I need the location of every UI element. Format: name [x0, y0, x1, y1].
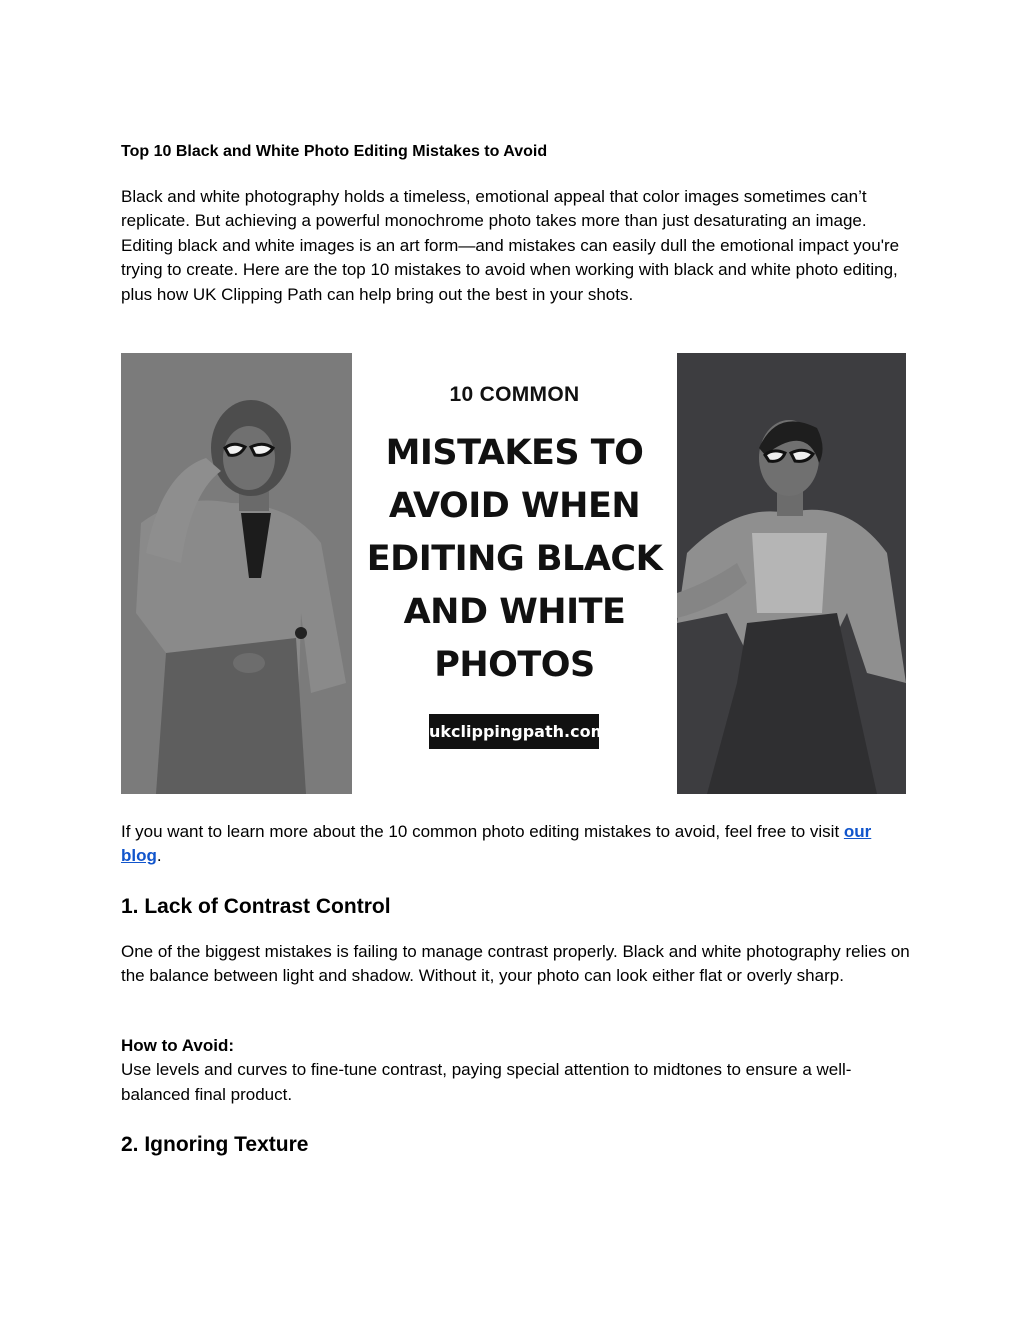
banner-text-panel	[352, 353, 677, 794]
section-heading-texture: 2. Ignoring Texture	[121, 1133, 309, 1156]
our-blog-link[interactable]: our blog	[121, 822, 872, 866]
blog-note-trailing: .	[156, 846, 162, 866]
section-heading-contrast: 1. Lack of Contrast Control	[121, 895, 391, 918]
banner-headline-line: PHOTOS	[434, 645, 595, 685]
blog-note-paragraph	[121, 820, 911, 869]
banner-subheading: 10 COMMON	[449, 383, 580, 406]
how-to-avoid-label: How to Avoid:	[121, 1036, 234, 1055]
banner-headline-line: AND WHITE	[403, 592, 626, 632]
model-photo-left	[121, 353, 352, 794]
model-photo-right	[677, 353, 906, 794]
woman-headscarf-illustration	[121, 353, 352, 794]
intro-paragraph: Black and white photography holds a timeless, emotional appeal that color images sometimes can’t replicate. But achieving a powerful monochrome photo takes more than just desaturating an image. Editing black and white images is an art form—and mistakes can easily dull the emotional impact you're trying to create. Here are the top 10 mistakes to avoid when working with black and white photo editing, plus how UK Clipping Path can help bring out the best in your shots.	[121, 187, 900, 304]
how-to-avoid-text: Use levels and curves to fine-tune contrast, paying special attention to midtones to ensure a well-balanced final product.	[121, 1060, 852, 1104]
blog-note-text: If you want to learn more about the 10 common photo editing mistakes to avoid, feel free to visit	[121, 822, 844, 841]
document-title: Top 10 Black and White Photo Editing Mistakes to Avoid	[121, 143, 548, 160]
article-banner-image	[121, 353, 906, 794]
banner-headline-line: AVOID WHEN	[388, 486, 641, 526]
section-body-contrast: One of the biggest mistakes is failing to manage contrast properly. Black and white photography relies on the balance between light and shadow. Without it, your photo can look either flat or overly sharp.	[121, 942, 910, 986]
banner-headline	[352, 427, 677, 692]
banner-headline-line: MISTAKES TO	[385, 433, 644, 473]
woman-jacket-illustration	[677, 353, 906, 794]
how-to-avoid-block	[121, 1034, 911, 1107]
banner-headline-line: EDITING BLACK	[366, 539, 663, 579]
website-badge: ukclippingpath.com	[429, 714, 599, 749]
